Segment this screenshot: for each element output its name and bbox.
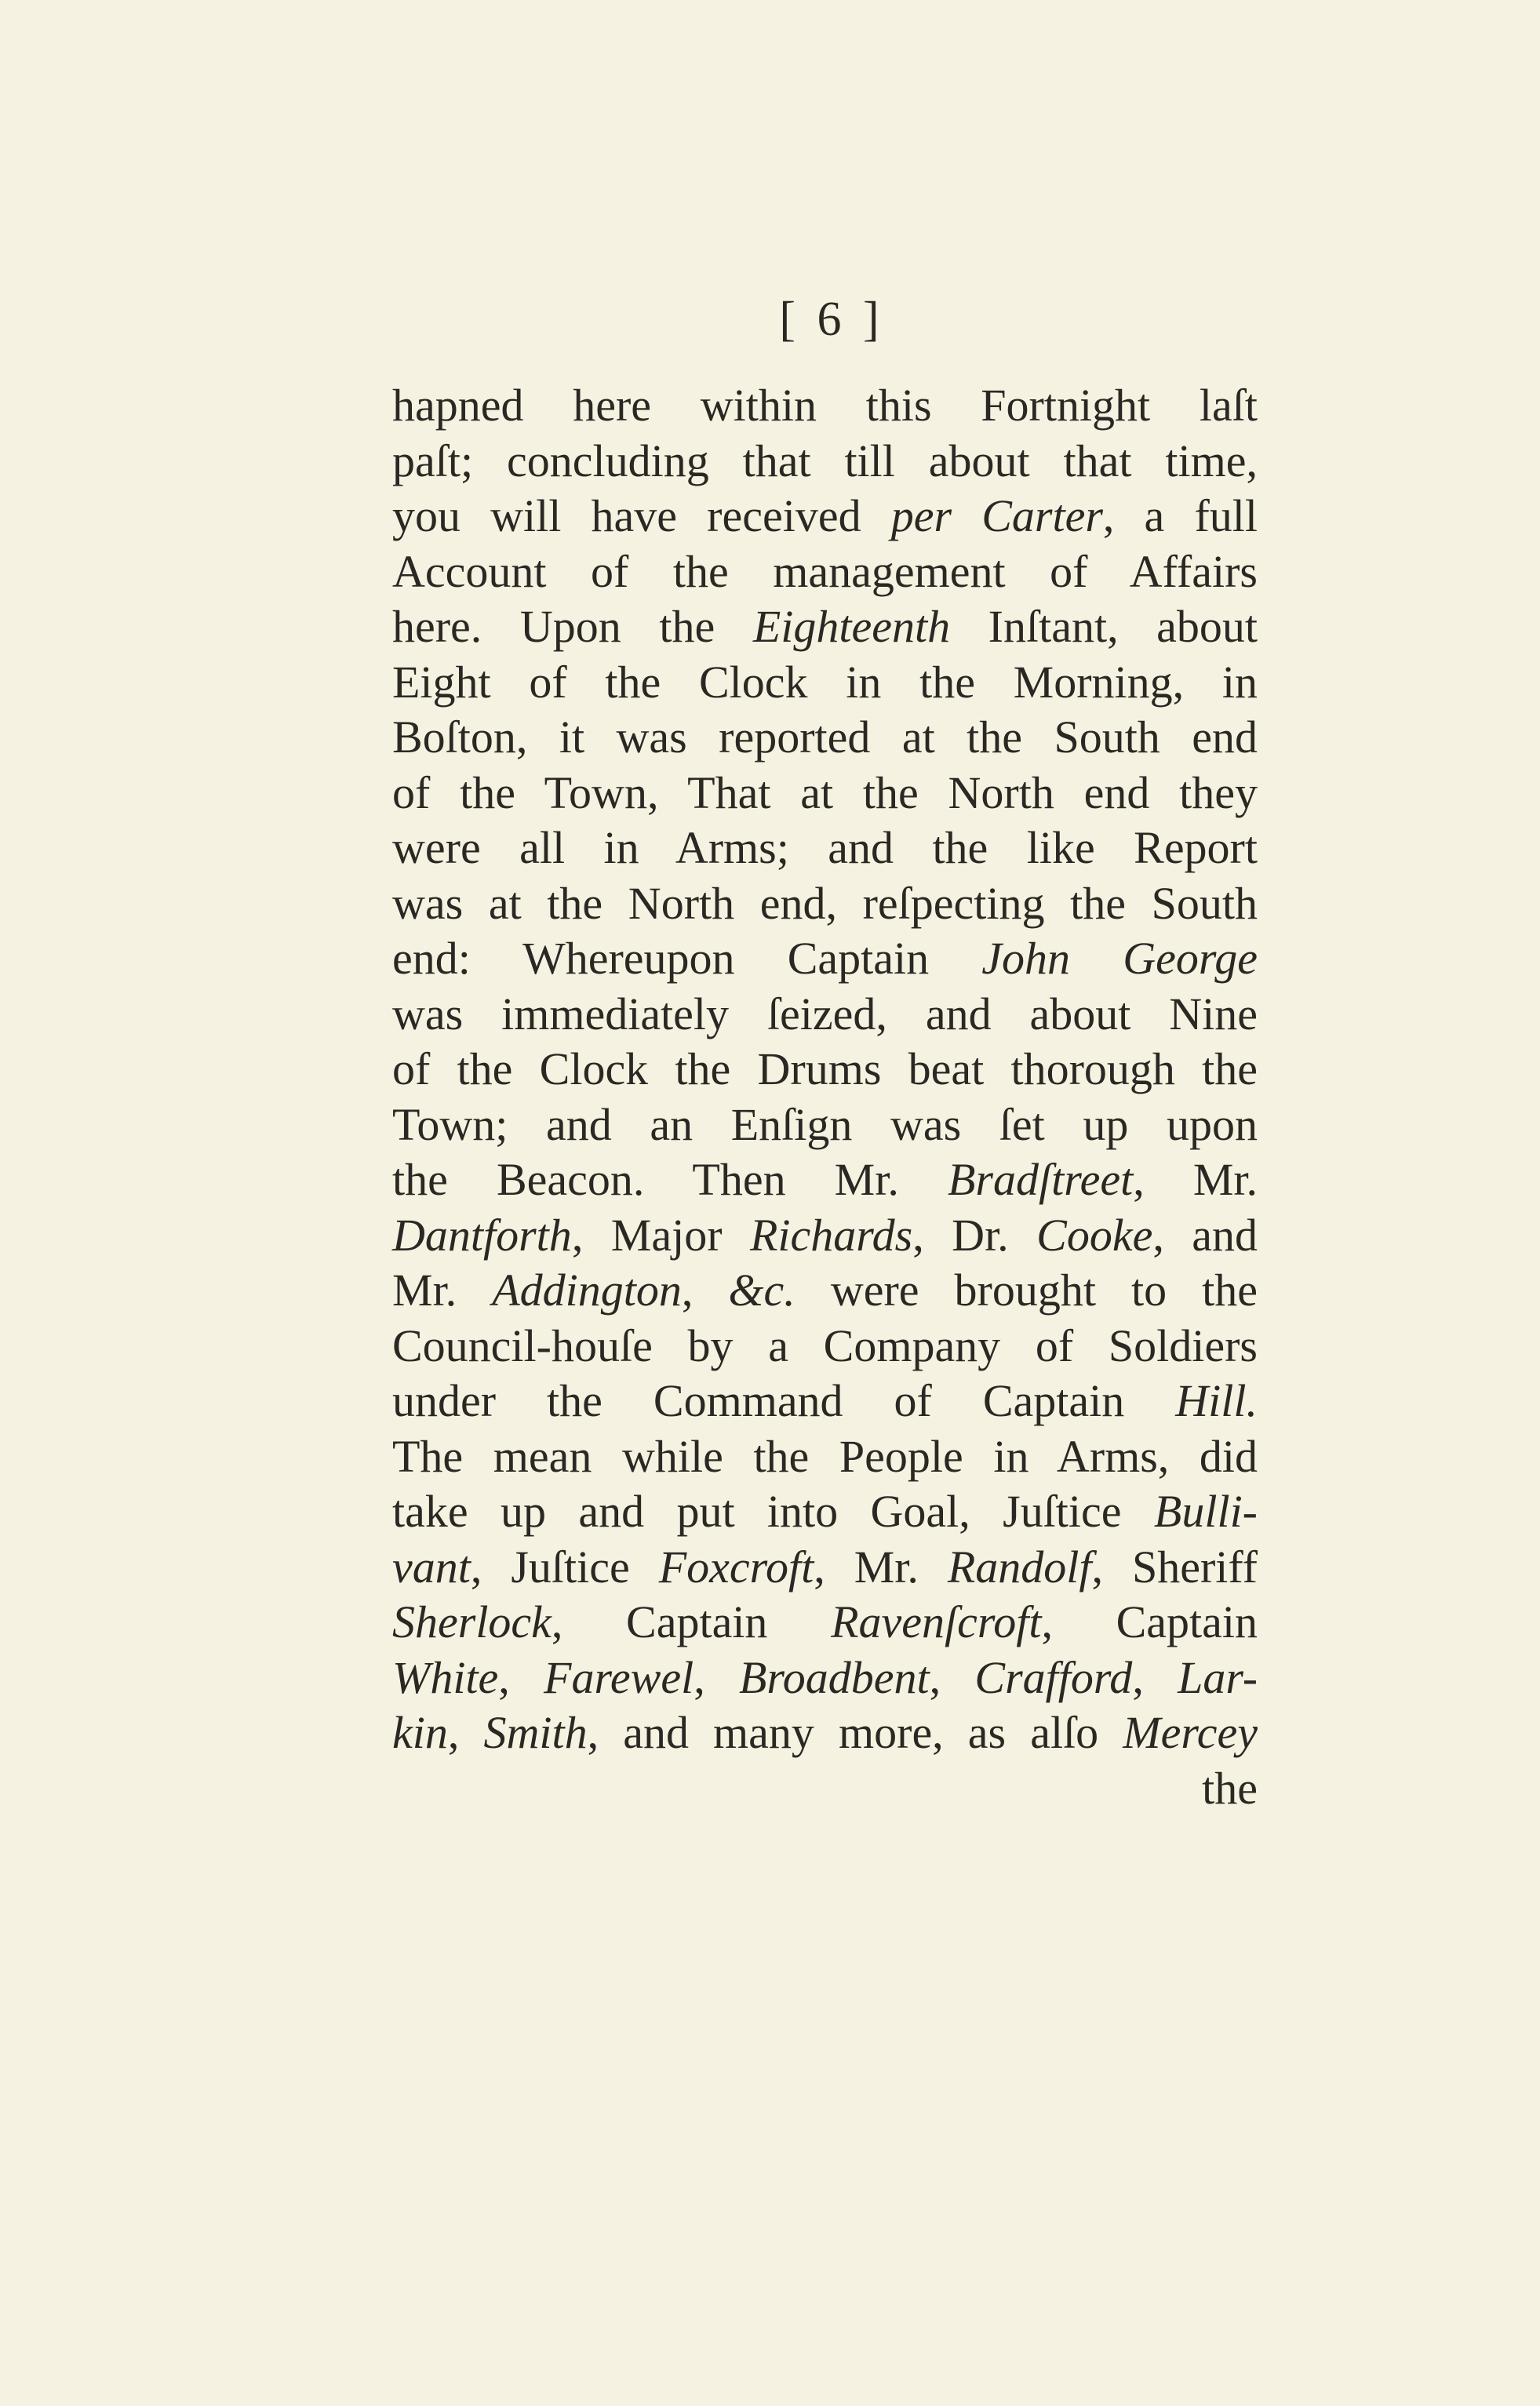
italic-text: Cooke	[1036, 1209, 1153, 1261]
text-run: , and many more, as alſo	[587, 1707, 1123, 1758]
text-run: Account of the management of Affairs	[392, 545, 1258, 597]
italic-text: Foxcroft	[658, 1541, 814, 1592]
italic-text: Randolf	[947, 1541, 1092, 1592]
italic-text: White	[392, 1651, 499, 1703]
text-run: of the Clock the Drums beat thorough the	[392, 1043, 1258, 1094]
text-run: , Mr.	[1133, 1154, 1258, 1205]
text-line	[392, 1540, 1258, 1596]
text-run: , and	[1152, 1209, 1258, 1261]
italic-text: Bulli-	[1153, 1486, 1258, 1537]
italic-text: vant	[392, 1541, 471, 1592]
text-line	[392, 1651, 1258, 1706]
text-run: ,	[498, 1651, 544, 1703]
text-run: Boſton, it was reported at the South end	[392, 712, 1258, 763]
text-line	[392, 434, 1258, 490]
text-run: , Dr.	[912, 1209, 1037, 1261]
text-line	[392, 1042, 1258, 1097]
text-run: paſt; concluding that till about that time,	[392, 435, 1258, 486]
text-line	[392, 876, 1258, 932]
text-line	[392, 1429, 1258, 1485]
text-line	[392, 1097, 1258, 1153]
text-run: here. Upon the	[392, 601, 753, 652]
text-line	[392, 1761, 1258, 1817]
text-line	[392, 599, 1258, 655]
text-line	[392, 1484, 1258, 1540]
text-run: under the Command of Captain	[392, 1375, 1176, 1426]
text-line	[392, 987, 1258, 1043]
text-run: ,	[447, 1707, 484, 1758]
text-line	[392, 655, 1258, 711]
text-run: hapned here within this Fortnight laſt	[392, 380, 1258, 431]
text-run: ,	[1132, 1651, 1178, 1703]
text-line	[392, 1705, 1258, 1761]
text-run: Inſtant, about	[950, 601, 1258, 652]
text-line	[392, 1319, 1258, 1374]
italic-text: Farewel	[544, 1651, 694, 1703]
page-number: [ 6 ]	[779, 293, 884, 346]
italic-text: per Carter	[890, 490, 1103, 541]
text-run: Mr.	[392, 1265, 493, 1316]
text-line	[392, 1263, 1258, 1319]
text-line	[392, 1374, 1258, 1429]
text-line	[392, 489, 1258, 544]
text-run: end: Whereupon Captain	[392, 933, 982, 984]
text-run: were all in Arms; and the like Report	[392, 822, 1258, 873]
text-line	[392, 766, 1258, 821]
text-line	[392, 378, 1258, 434]
text-run: Council-houſe by a Company of Soldiers	[392, 1319, 1258, 1371]
italic-text: Mercey	[1123, 1707, 1258, 1758]
body-text	[392, 378, 1258, 1816]
text-run: , Juſtice	[470, 1541, 659, 1592]
text-line	[392, 821, 1258, 876]
text-run: Town; and an Enſign was ſet up upon	[392, 1098, 1258, 1150]
italic-text: Dantforth	[392, 1209, 572, 1261]
text-run: The mean while the People in Arms, did	[392, 1430, 1258, 1482]
text-run: you will have received	[392, 490, 891, 541]
text-run: ,	[929, 1651, 975, 1703]
italic-text: Richards	[749, 1209, 913, 1261]
text-line	[392, 1595, 1258, 1651]
italic-text: Eighteenth	[752, 601, 951, 652]
italic-text: John George	[981, 933, 1258, 984]
text-run: , Mr.	[814, 1541, 948, 1592]
text-run: the	[1202, 1762, 1258, 1814]
text-run: the Beacon. Then Mr.	[392, 1154, 948, 1205]
text-run: ,	[681, 1265, 729, 1316]
italic-text: Hill.	[1175, 1375, 1258, 1426]
text-run: take up and put into Goal, Juſtice	[392, 1486, 1154, 1537]
text-line	[392, 544, 1258, 600]
italic-text: Sherlock	[392, 1596, 552, 1647]
italic-text: Smith	[483, 1707, 588, 1758]
text-line	[392, 1152, 1258, 1208]
italic-text: kin	[392, 1707, 448, 1758]
text-run: of the Town, That at the North end they	[392, 766, 1258, 818]
italic-text: Ravenſcroft	[831, 1596, 1042, 1647]
text-line	[392, 1208, 1258, 1264]
italic-text: Broadbent	[738, 1651, 930, 1703]
text-run: Eight of the Clock in the Morning, in	[392, 656, 1258, 708]
italic-text: Addington	[492, 1265, 682, 1316]
text-run: , Captain	[1041, 1596, 1258, 1647]
italic-text: Bradſtreet	[947, 1154, 1134, 1205]
text-line	[392, 931, 1258, 987]
text-run: was at the North end, reſpecting the South	[392, 877, 1258, 929]
text-run: was immediately ſeized, and about Nine	[392, 988, 1258, 1039]
italic-text: &c.	[728, 1265, 795, 1316]
text-run: , a full	[1102, 490, 1258, 541]
text-run: , Sheriff	[1091, 1541, 1258, 1592]
text-run: , Major	[571, 1209, 750, 1261]
italic-text: Crafford	[974, 1651, 1133, 1703]
italic-text: Lar-	[1178, 1651, 1258, 1703]
text-line	[392, 710, 1258, 766]
text-run: were brought to the	[795, 1265, 1258, 1316]
text-run: ,	[694, 1651, 739, 1703]
text-run: , Captain	[551, 1596, 832, 1647]
